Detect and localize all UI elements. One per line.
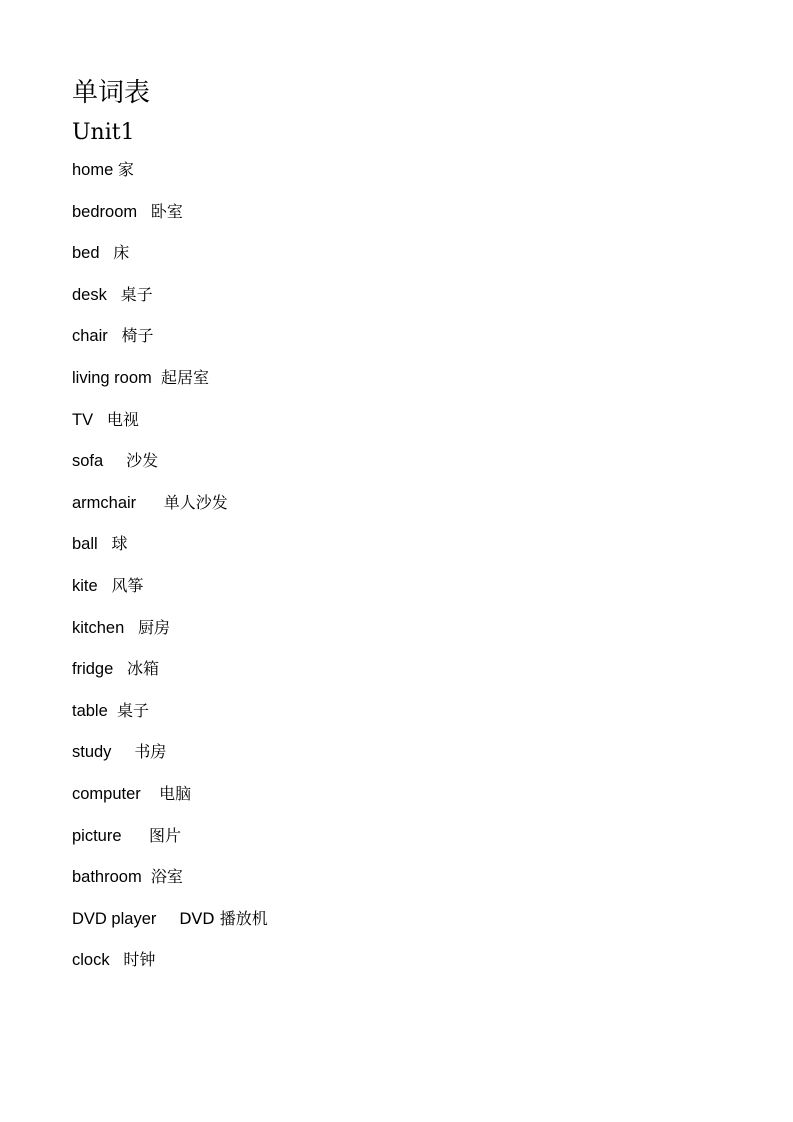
- word-chinese: 图片: [149, 825, 182, 845]
- word-english: clock: [72, 951, 110, 970]
- word-chinese: 桌子: [116, 700, 149, 720]
- word-chinese: 床: [113, 243, 130, 263]
- word-english: DVD player: [72, 909, 157, 928]
- list-item: [72, 826, 753, 846]
- word-chinese: 桌子: [120, 284, 153, 304]
- list-item: [72, 618, 753, 638]
- list-item: [72, 451, 753, 471]
- list-item: [72, 202, 753, 222]
- word-english: study: [72, 743, 112, 762]
- list-item: [72, 493, 753, 513]
- word-gap: [103, 452, 126, 470]
- word-chinese: 风筝: [111, 575, 144, 595]
- list-item: [72, 867, 753, 887]
- word-english: kitchen: [72, 618, 125, 637]
- list-item: [72, 742, 753, 762]
- word-gap: [108, 702, 117, 720]
- list-item: [72, 243, 753, 263]
- word-chinese: 起居室: [160, 367, 209, 387]
- word-gap: [156, 910, 179, 928]
- word-english: TV: [72, 410, 94, 429]
- word-chinese: 单人沙发: [163, 492, 228, 512]
- list-item: [72, 659, 753, 679]
- word-english: armchair: [72, 493, 137, 512]
- word-gap: [113, 660, 127, 678]
- word-gap: [98, 535, 112, 553]
- word-gap: [122, 827, 150, 845]
- word-chinese: 厨房: [138, 617, 171, 637]
- list-item: [72, 950, 753, 970]
- list-item: [72, 909, 753, 929]
- word-english: ball: [72, 535, 98, 554]
- word-gap: [142, 868, 151, 886]
- word-chinese: 电视: [106, 409, 139, 429]
- word-english: chair: [72, 327, 108, 346]
- unit-heading: Unit1: [72, 120, 135, 145]
- word-english: table: [72, 701, 108, 720]
- list-item: [72, 285, 753, 305]
- document-page: [72, 74, 753, 992]
- page-title: 单词表: [72, 78, 151, 108]
- list-item: [72, 368, 753, 388]
- word-gap: [136, 494, 164, 512]
- word-gap: [108, 327, 122, 345]
- word-chinese: 电脑: [159, 783, 192, 803]
- word-chinese: 冰箱: [127, 659, 160, 679]
- list-item: [72, 160, 753, 180]
- word-english: desk: [72, 285, 107, 304]
- word-english: home: [72, 161, 114, 179]
- word-chinese: 沙发: [126, 451, 159, 471]
- word-chinese: 卧室: [150, 201, 183, 221]
- word-english: fridge: [72, 660, 114, 679]
- list-item: [72, 784, 753, 804]
- word-chinese: 书房: [134, 742, 167, 762]
- word-gap: [98, 577, 112, 595]
- word-english: bathroom: [72, 868, 142, 887]
- word-chinese: 浴室: [150, 867, 183, 887]
- list-item: [72, 534, 753, 554]
- word-english: living room: [72, 368, 152, 387]
- word-chinese: DVD 播放机: [179, 908, 268, 928]
- word-english: kite: [72, 576, 98, 595]
- list-item: [72, 410, 753, 430]
- word-gap: [110, 951, 124, 969]
- word-chinese: 球: [111, 534, 128, 554]
- word-gap: [124, 619, 138, 637]
- word-gap: [152, 369, 161, 387]
- vocabulary-list: [72, 160, 753, 970]
- word-chinese: 时钟: [123, 950, 156, 970]
- word-english: bed: [72, 244, 100, 263]
- word-gap: [141, 785, 159, 803]
- word-chinese: 椅子: [121, 326, 154, 346]
- word-gap: [100, 244, 114, 262]
- list-item: [72, 576, 753, 596]
- word-english: picture: [72, 826, 122, 845]
- word-english: computer: [72, 784, 141, 803]
- word-gap: [93, 411, 107, 429]
- word-gap: [107, 286, 121, 304]
- word-gap: [137, 203, 151, 221]
- word-english: sofa: [72, 452, 104, 471]
- list-item: [72, 701, 753, 721]
- list-item: [72, 326, 753, 346]
- word-gap: [111, 743, 134, 761]
- word-chinese: 家: [117, 160, 134, 179]
- word-english: bedroom: [72, 202, 138, 221]
